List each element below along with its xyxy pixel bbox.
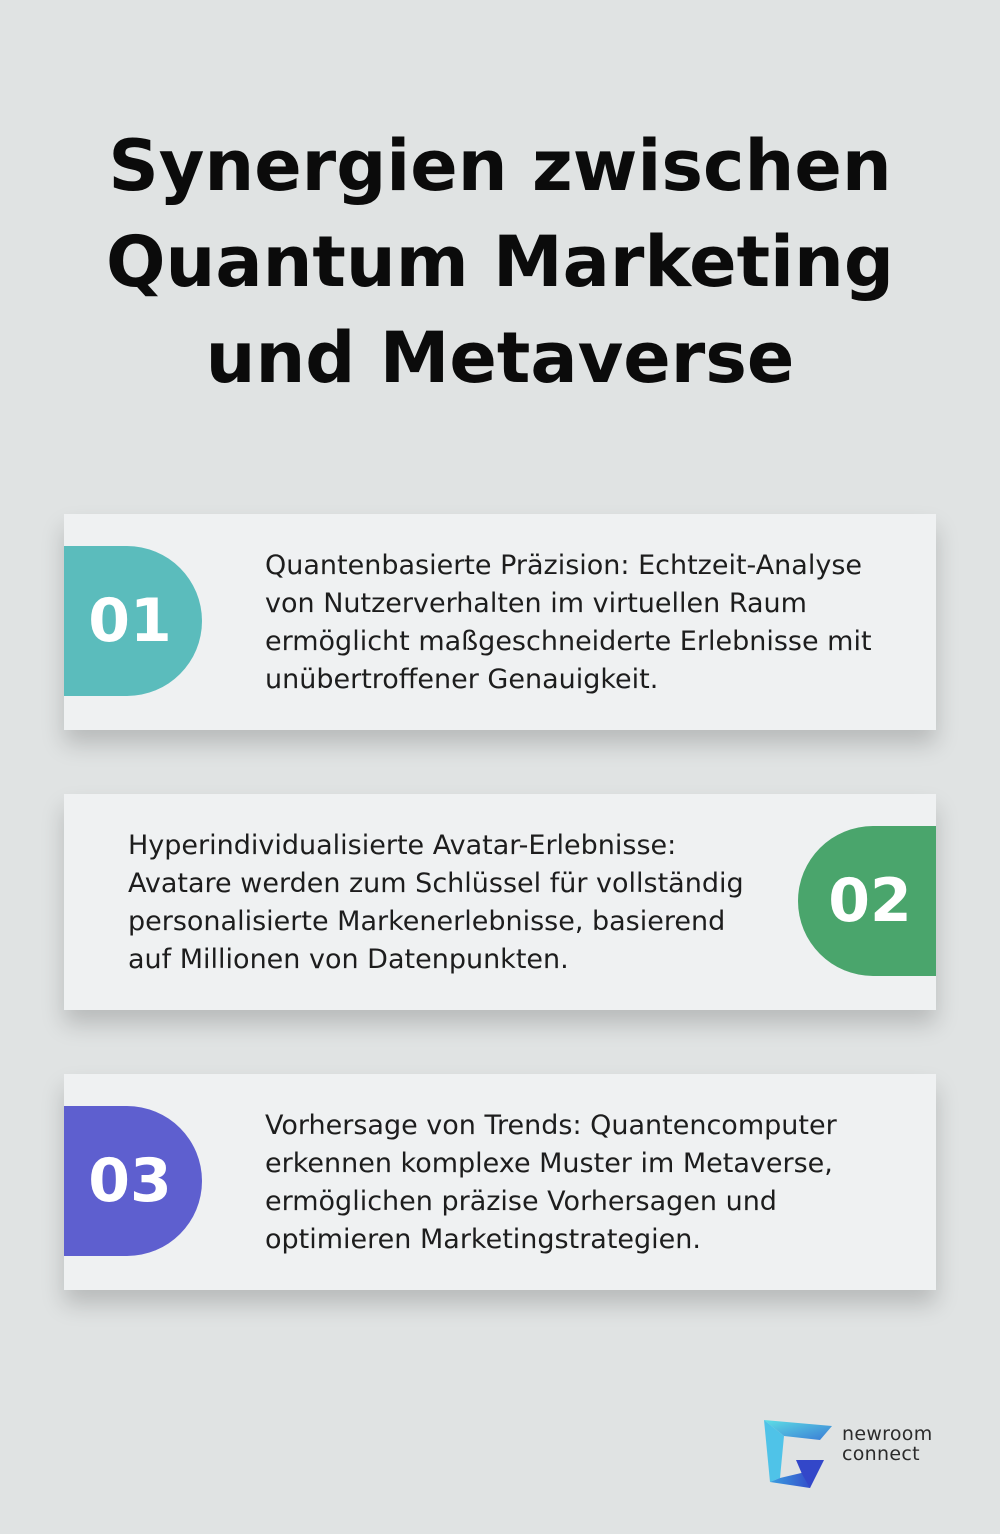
- step-number-badge-2: 02: [798, 826, 936, 976]
- step-number-badge-3: 03: [64, 1106, 202, 1256]
- step-text-2: Hyperindividualisierte Avatar-Erlebnisse: Avatare werden zum Schlüssel für vollständig personalisierte Markenerlebnisse, basierend auf Millionen von Datenpunkten.: [128, 830, 744, 975]
- step-card-1: [64, 514, 936, 730]
- step-text-1: Quantenbasierte Präzision: Echtzeit-Analyse von Nutzerverhalten im virtuellen Raum ermöglicht maßgeschneiderte Erlebnisse mit unübertroffener Genauigkeit.: [265, 550, 872, 695]
- step-number-badge-1: 01: [64, 546, 202, 696]
- page-title: [0, 118, 1000, 406]
- brand-logo: [762, 1416, 942, 1492]
- step-card-3: [64, 1074, 936, 1290]
- newroom-connect-logo-icon: [762, 1416, 838, 1492]
- step-card-2: [64, 794, 936, 1010]
- logo-text-line-2: connect: [842, 1443, 920, 1465]
- title-line-3: und Metaverse: [205, 317, 795, 399]
- title-line-1: Synergien zwischen: [108, 125, 892, 207]
- logo-text-line-1: newroom: [842, 1423, 933, 1445]
- logo-wordmark: [842, 1424, 933, 1464]
- step-text-3: Vorhersage von Trends: Quantencomputer erkennen komplexe Muster im Metaverse, ermöglichen präzise Vorhersagen und optimieren Marketingstrategien.: [265, 1110, 837, 1255]
- title-line-2: Quantum Marketing: [106, 221, 894, 303]
